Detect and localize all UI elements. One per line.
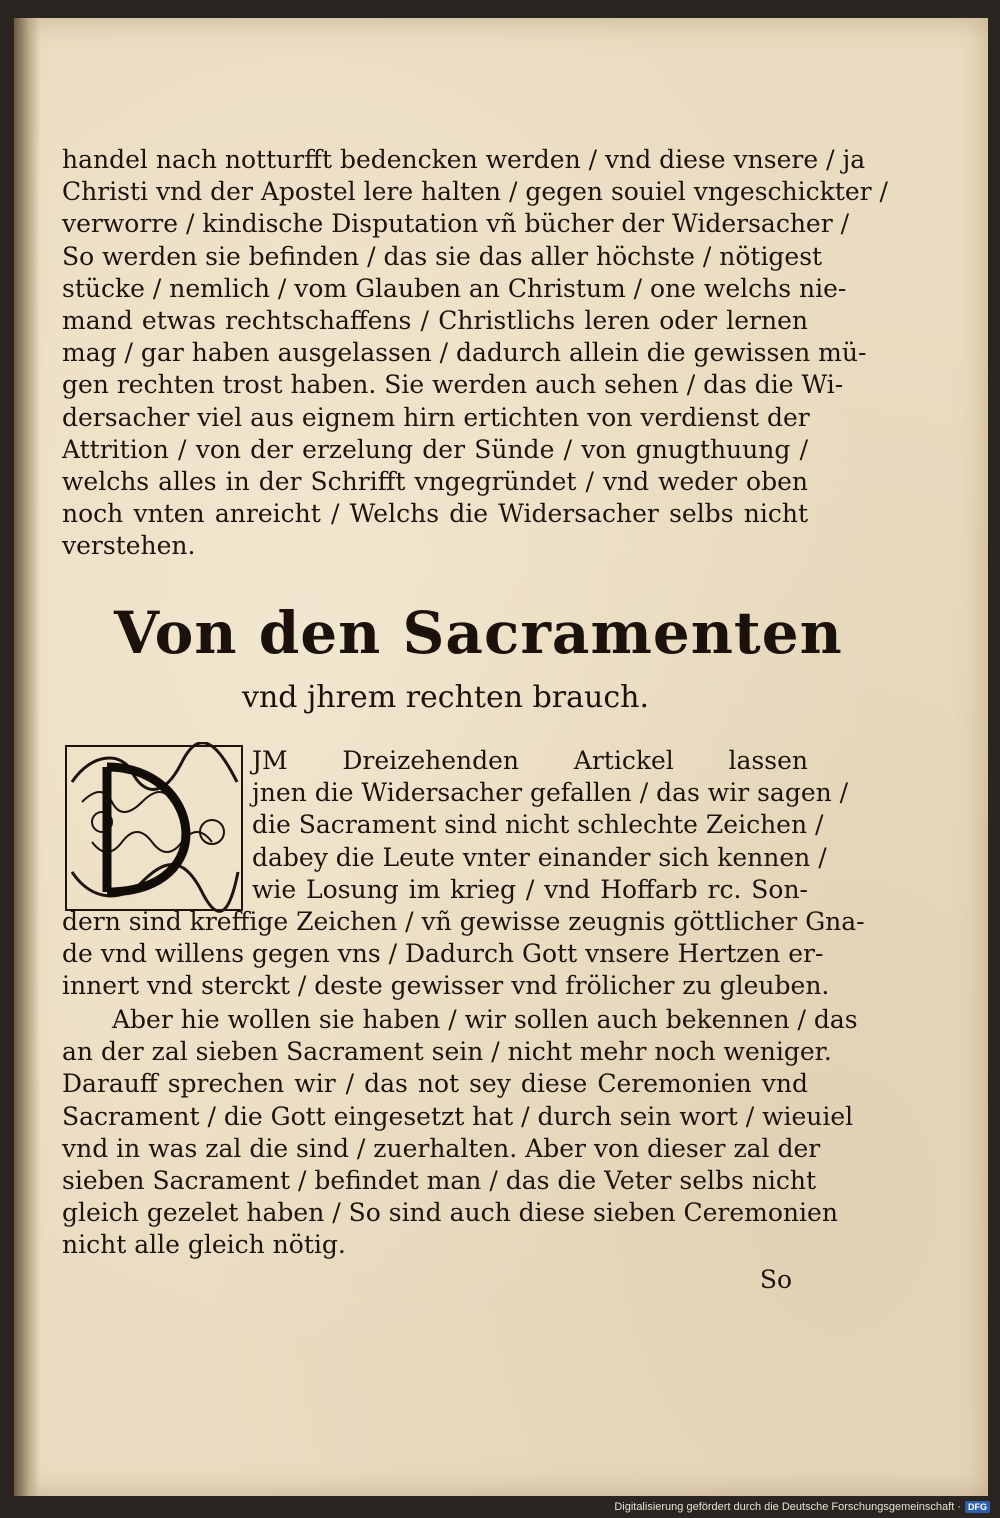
text-line: Aber hie wollen sie haben / wir sollen auch bekennen / das	[112, 1005, 858, 1034]
text-line: welchs alles in der Schrifft vngegründet / vnd weder oben	[62, 467, 808, 497]
text-line: Sacrament / die Gott eingesetzt hat / durch sein wort / wieuiel	[62, 1101, 854, 1131]
text-line: dersacher viel aus eignem hirn ertichten von verdienst der	[62, 402, 810, 432]
text-line: de vnd willens gegen vns / Dadurch Gott vnsere Hertzen er-	[62, 939, 824, 969]
catchword: So	[759, 1265, 792, 1294]
text-line: vnd in was zal die sind / zuerhalten. Aber von dieser zal der	[62, 1133, 821, 1163]
text-line: Darauff sprechen wir / das not sey diese Ceremonien vnd	[62, 1069, 808, 1099]
section-heading: Von den Sacramenten	[114, 599, 843, 667]
digitization-credit	[614, 1501, 990, 1513]
text-line: sieben Sacrament / befindet man / das die Veter selbs nicht	[62, 1166, 817, 1196]
page-gutter	[14, 18, 40, 1496]
top-paragraph	[62, 144, 888, 563]
paragraph-sacraments	[62, 745, 865, 1003]
text-line: Attrition / von der erzelung der Sünde / von gnugthuung /	[62, 434, 808, 464]
text-line: an der zal sieben Sacrament sein / nicht mehr noch weniger.	[62, 1037, 832, 1067]
text-line: noch vnten anreicht / Welchs die Widersacher selbs nicht	[62, 499, 808, 529]
text-line: handel nach notturfft bedencken werden / vnd diese vnsere / ja	[62, 145, 866, 174]
footer-text: Digitalisierung gefördert durch die Deutsche Forschungsgemeinschaft ·	[614, 1501, 961, 1513]
text-line: stücke / nemlich / vom Glauben an Christum / one welchs nie-	[62, 273, 847, 303]
text-line: verworre / kindische Disputation vñ bücher der Widersacher /	[62, 209, 850, 239]
text-line: mag / gar haben ausgelassen / dadurch allein die gewissen mü-	[62, 338, 867, 368]
text-line: nicht alle gleich nötig.	[62, 1230, 346, 1260]
book-page	[14, 18, 988, 1496]
text-line: wie Losung im krieg / vnd Hoffarb rc. Son-	[252, 874, 808, 904]
paragraph-number-of-sacraments	[62, 1004, 858, 1262]
text-line: gleich gezelet haben / So sind auch diese sieben Ceremonien	[62, 1198, 838, 1228]
text-line: jnen die Widersacher gefallen / das wir sagen /	[252, 778, 849, 808]
text-line: innert vnd sterckt / deste gewisser vnd frölicher zu gleuben.	[62, 971, 830, 1001]
text-line: Christi vnd der Apostel lere halten / gegen souiel vngeschickter /	[62, 177, 888, 207]
text-line: dabey die Leute vnter einander sich kennen /	[252, 842, 827, 872]
text-line: die Sacrament sind nicht schlechte Zeichen /	[252, 810, 824, 840]
text-line: mand etwas rechtschaffens / Christlichs leren oder lernen	[62, 306, 808, 336]
text-line: gen rechten trost haben. Sie werden auch sehen / das die Wi-	[62, 370, 844, 400]
text-line: verstehen.	[62, 531, 196, 561]
text-line: JM Dreizehenden Artickel lassen	[252, 746, 808, 775]
text-line: So werden sie befinden / das sie das aller höchste / nötigest	[62, 241, 823, 271]
section-subheading: vnd jhrem rechten brauch.	[242, 680, 650, 715]
text-line: dern sind kreffige Zeichen / vñ gewisse zeugnis göttlicher Gna-	[62, 907, 865, 937]
dfg-logo-icon: DFG	[965, 1501, 990, 1513]
